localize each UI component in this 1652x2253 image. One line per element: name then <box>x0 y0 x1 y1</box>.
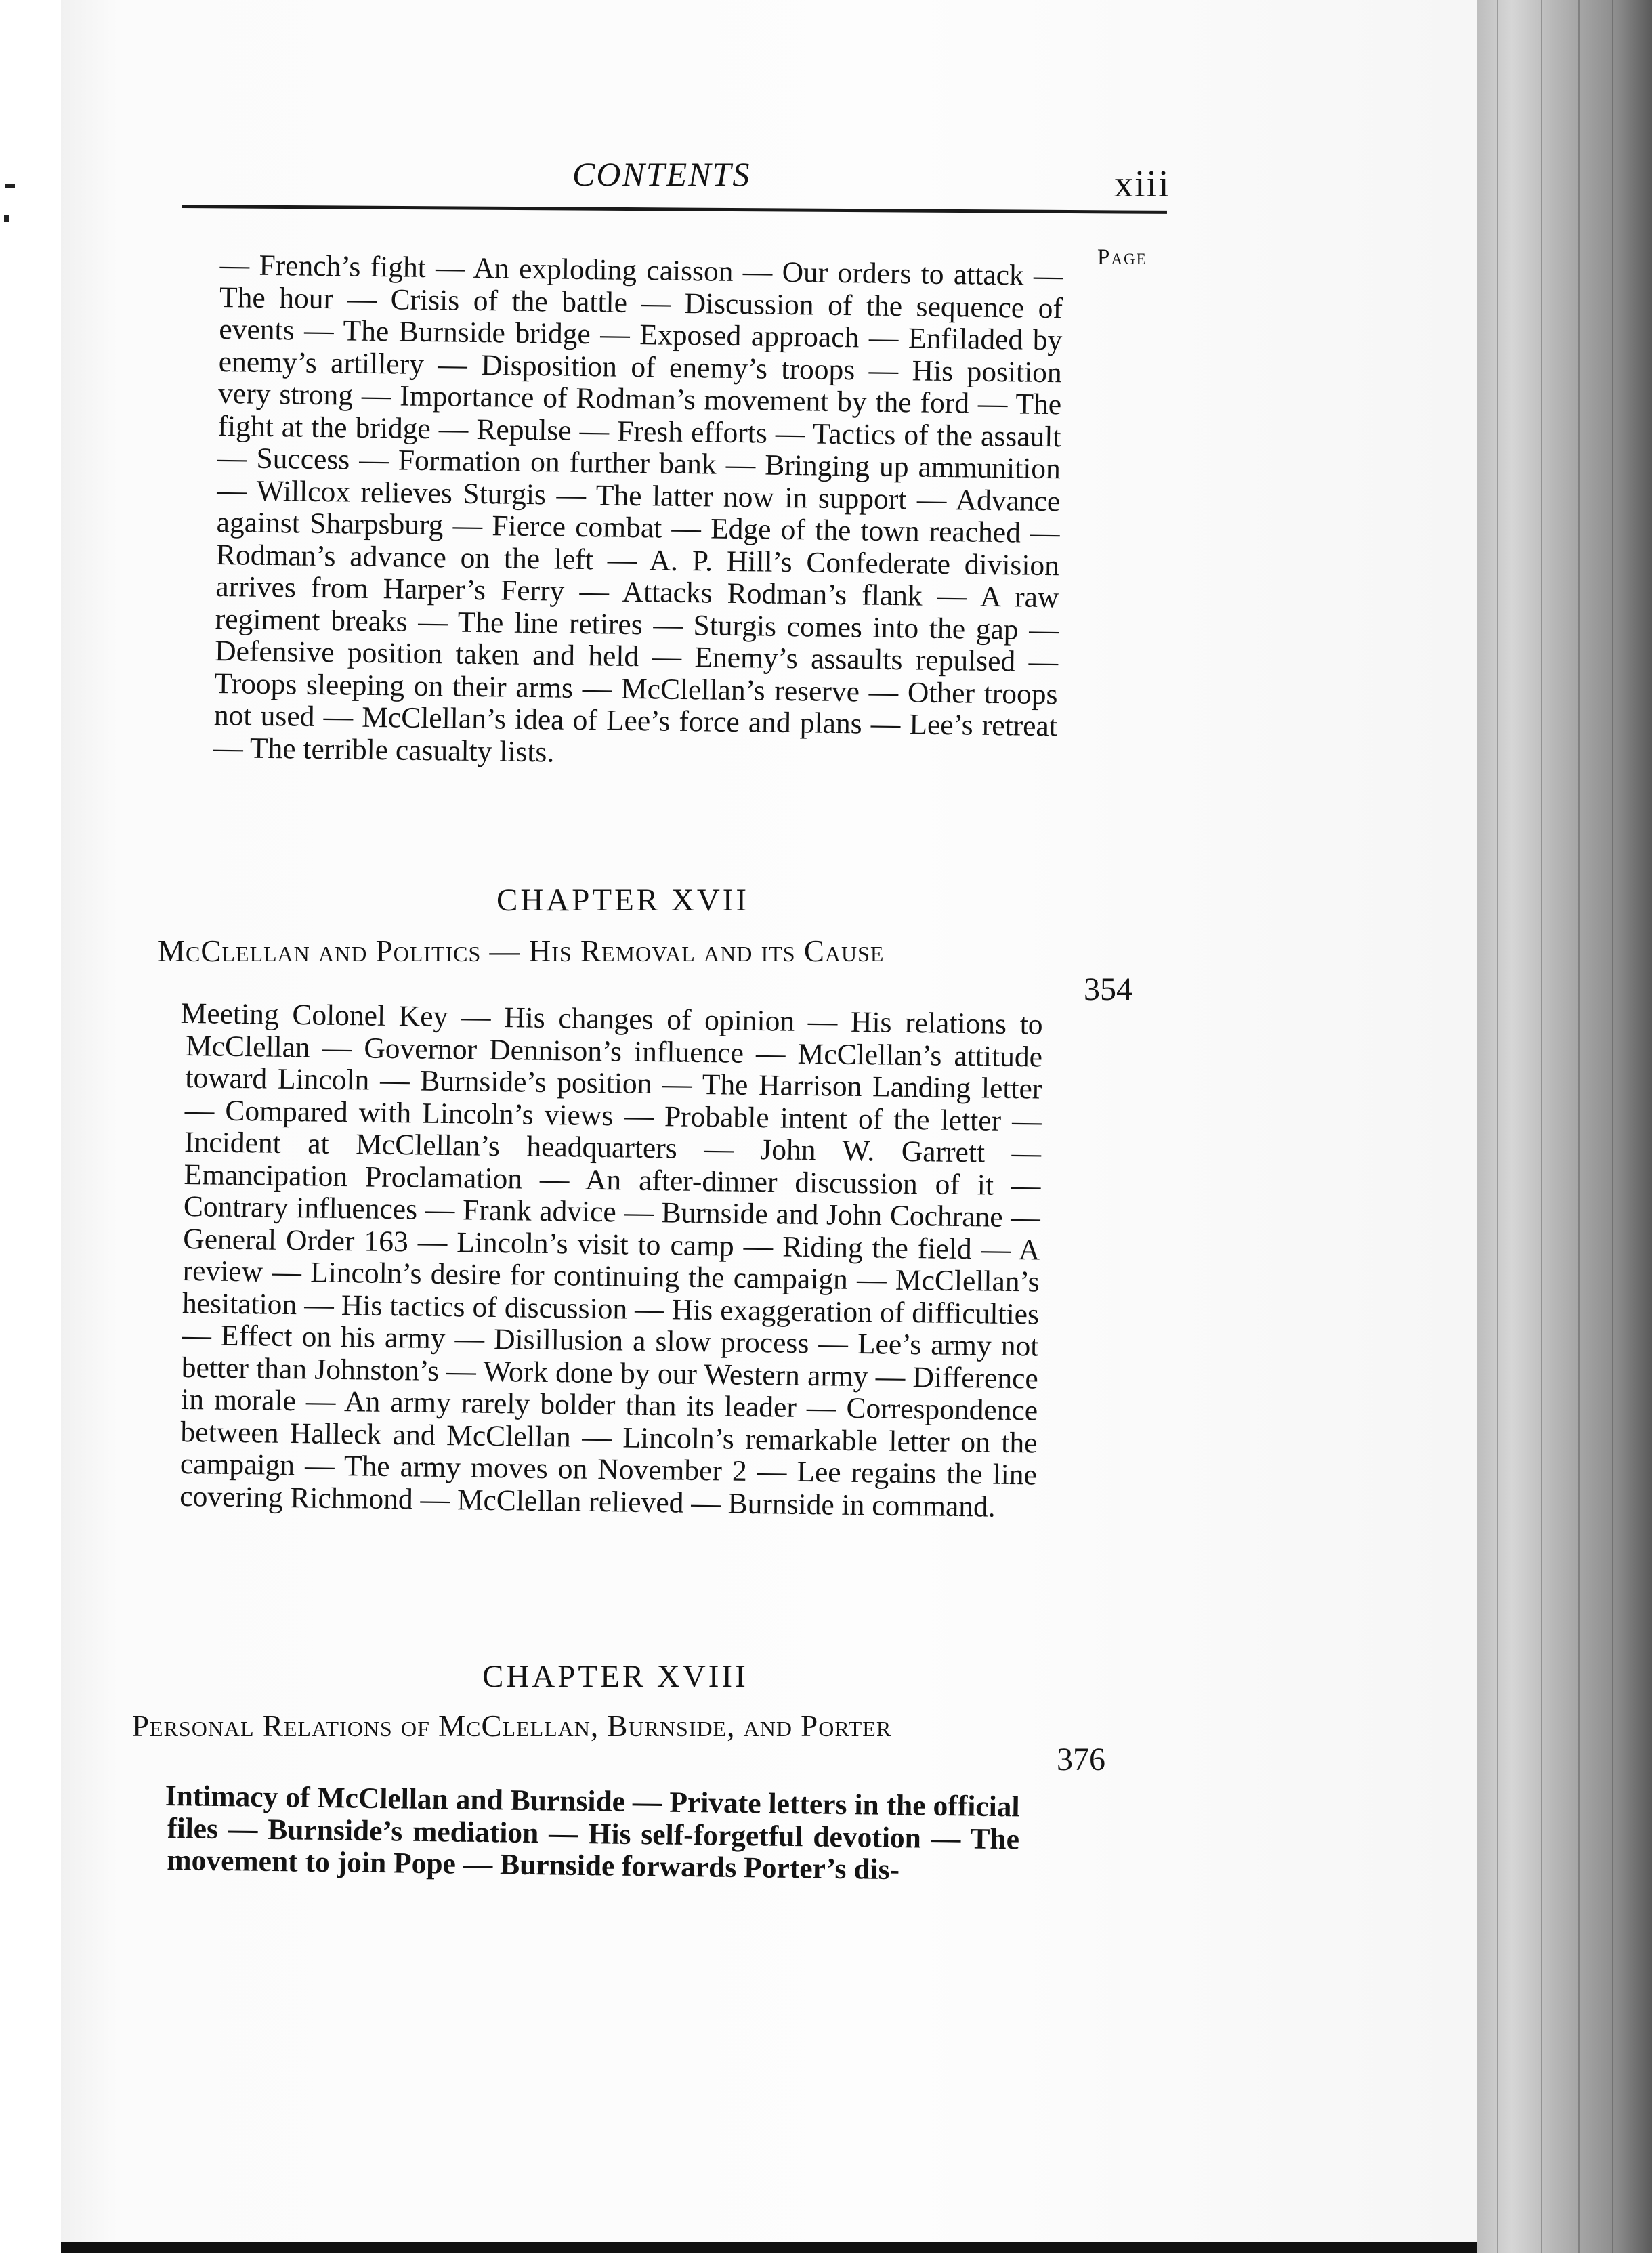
chapter-summary: Meeting Colonel Key — His changes of opinion — His relations to McClellan — Governor Dennison’s influence — McClellan’s attitude toward Lincoln — Burnside’s position — The Harrison Landing letter — Compared with Lincoln’s views — Probable intent of the letter — Incident at McClellan’s headquarters — John W. Garrett — Emancipation Proclamation — An after-dinner discussion of it — Contrary influences — Frank advice — Burnside and John Cochrane — General Order 163 — Lincoln’s visit to camp — Riding the field — A review — Lincoln’s desire for continuing the campaign — McClellan’s hesitation — His tactics of discussion — His exaggeration of difficulties — Effect on his army — Disillusion a slow process — Lee’s army not better than Johnston’s — Work done by our Western army — Difference in morale — An army rarely bolder than its leader — Correspondence between Halleck and McClellan — Lincoln’s remarkable letter on the campaign — The army moves on November 2 — Lee regains the line covering Richmond — McClellan relieved — Burnside in command. <box>179 996 1043 1523</box>
page-number: xiii <box>1114 163 1170 205</box>
chapter-page-number: 376 <box>1057 1742 1105 1777</box>
page-block-edges <box>1477 0 1652 2253</box>
running-head: CONTENTS <box>572 155 751 193</box>
chapter-title: McClellan and Politics — His Removal and its Cause <box>158 934 885 968</box>
chapter-page-number: 354 <box>1084 971 1132 1007</box>
chapter-title: Personal Relations of McClellan, Burnside, and Porter <box>132 1709 892 1743</box>
left-page-edge <box>0 0 61 2253</box>
left-margin-mark <box>5 184 15 188</box>
page-column-label: Page <box>1097 245 1147 270</box>
chapter-heading: CHAPTER XVIII <box>482 1659 748 1694</box>
continued-summary: — French’s fight — An exploding caisson — Our orders to attack — The hour — Crisis of the battle — Discussion of the sequence of events — The Burnside bridge — Exposed approach — Enfiladed by enemy’s artillery — Disposition of enemy’s troops — His position very strong — Importance of Rodman’s movement by the ford — The fight at the bridge — Repulse — Fresh efforts — Tactics of the assault — Success — Formation on further bank — Bringing up ammunition — Willcox relieves Sturgis — The latter now in support — Advance against Sharpsburg — Fierce combat — Edge of the town reached — Rodman’s advance on the left — A. P. Hill’s Confederate division arrives from Harper’s Ferry — Attacks Rodman’s flank — A raw regiment breaks — The line retires — Sturgis comes into the gap — Defensive position taken and held — Enemy’s assaults repulsed — Troops sleeping on their arms — McClellan’s reserve — Other troops not used — McClellan’s idea of Lee’s force and plans — Lee’s retreat — The terrible casualty lists. <box>213 249 1063 769</box>
left-margin-mark <box>4 215 9 222</box>
chapter-heading: CHAPTER XVII <box>496 883 750 918</box>
chapter-summary: Intimacy of McClellan and Burnside — Private letters in the official files — Burnside’s mediation — His self-forgetful devotion — The movement to join Pope — Burnside forwards Porter’s dis- <box>165 1779 1020 1887</box>
